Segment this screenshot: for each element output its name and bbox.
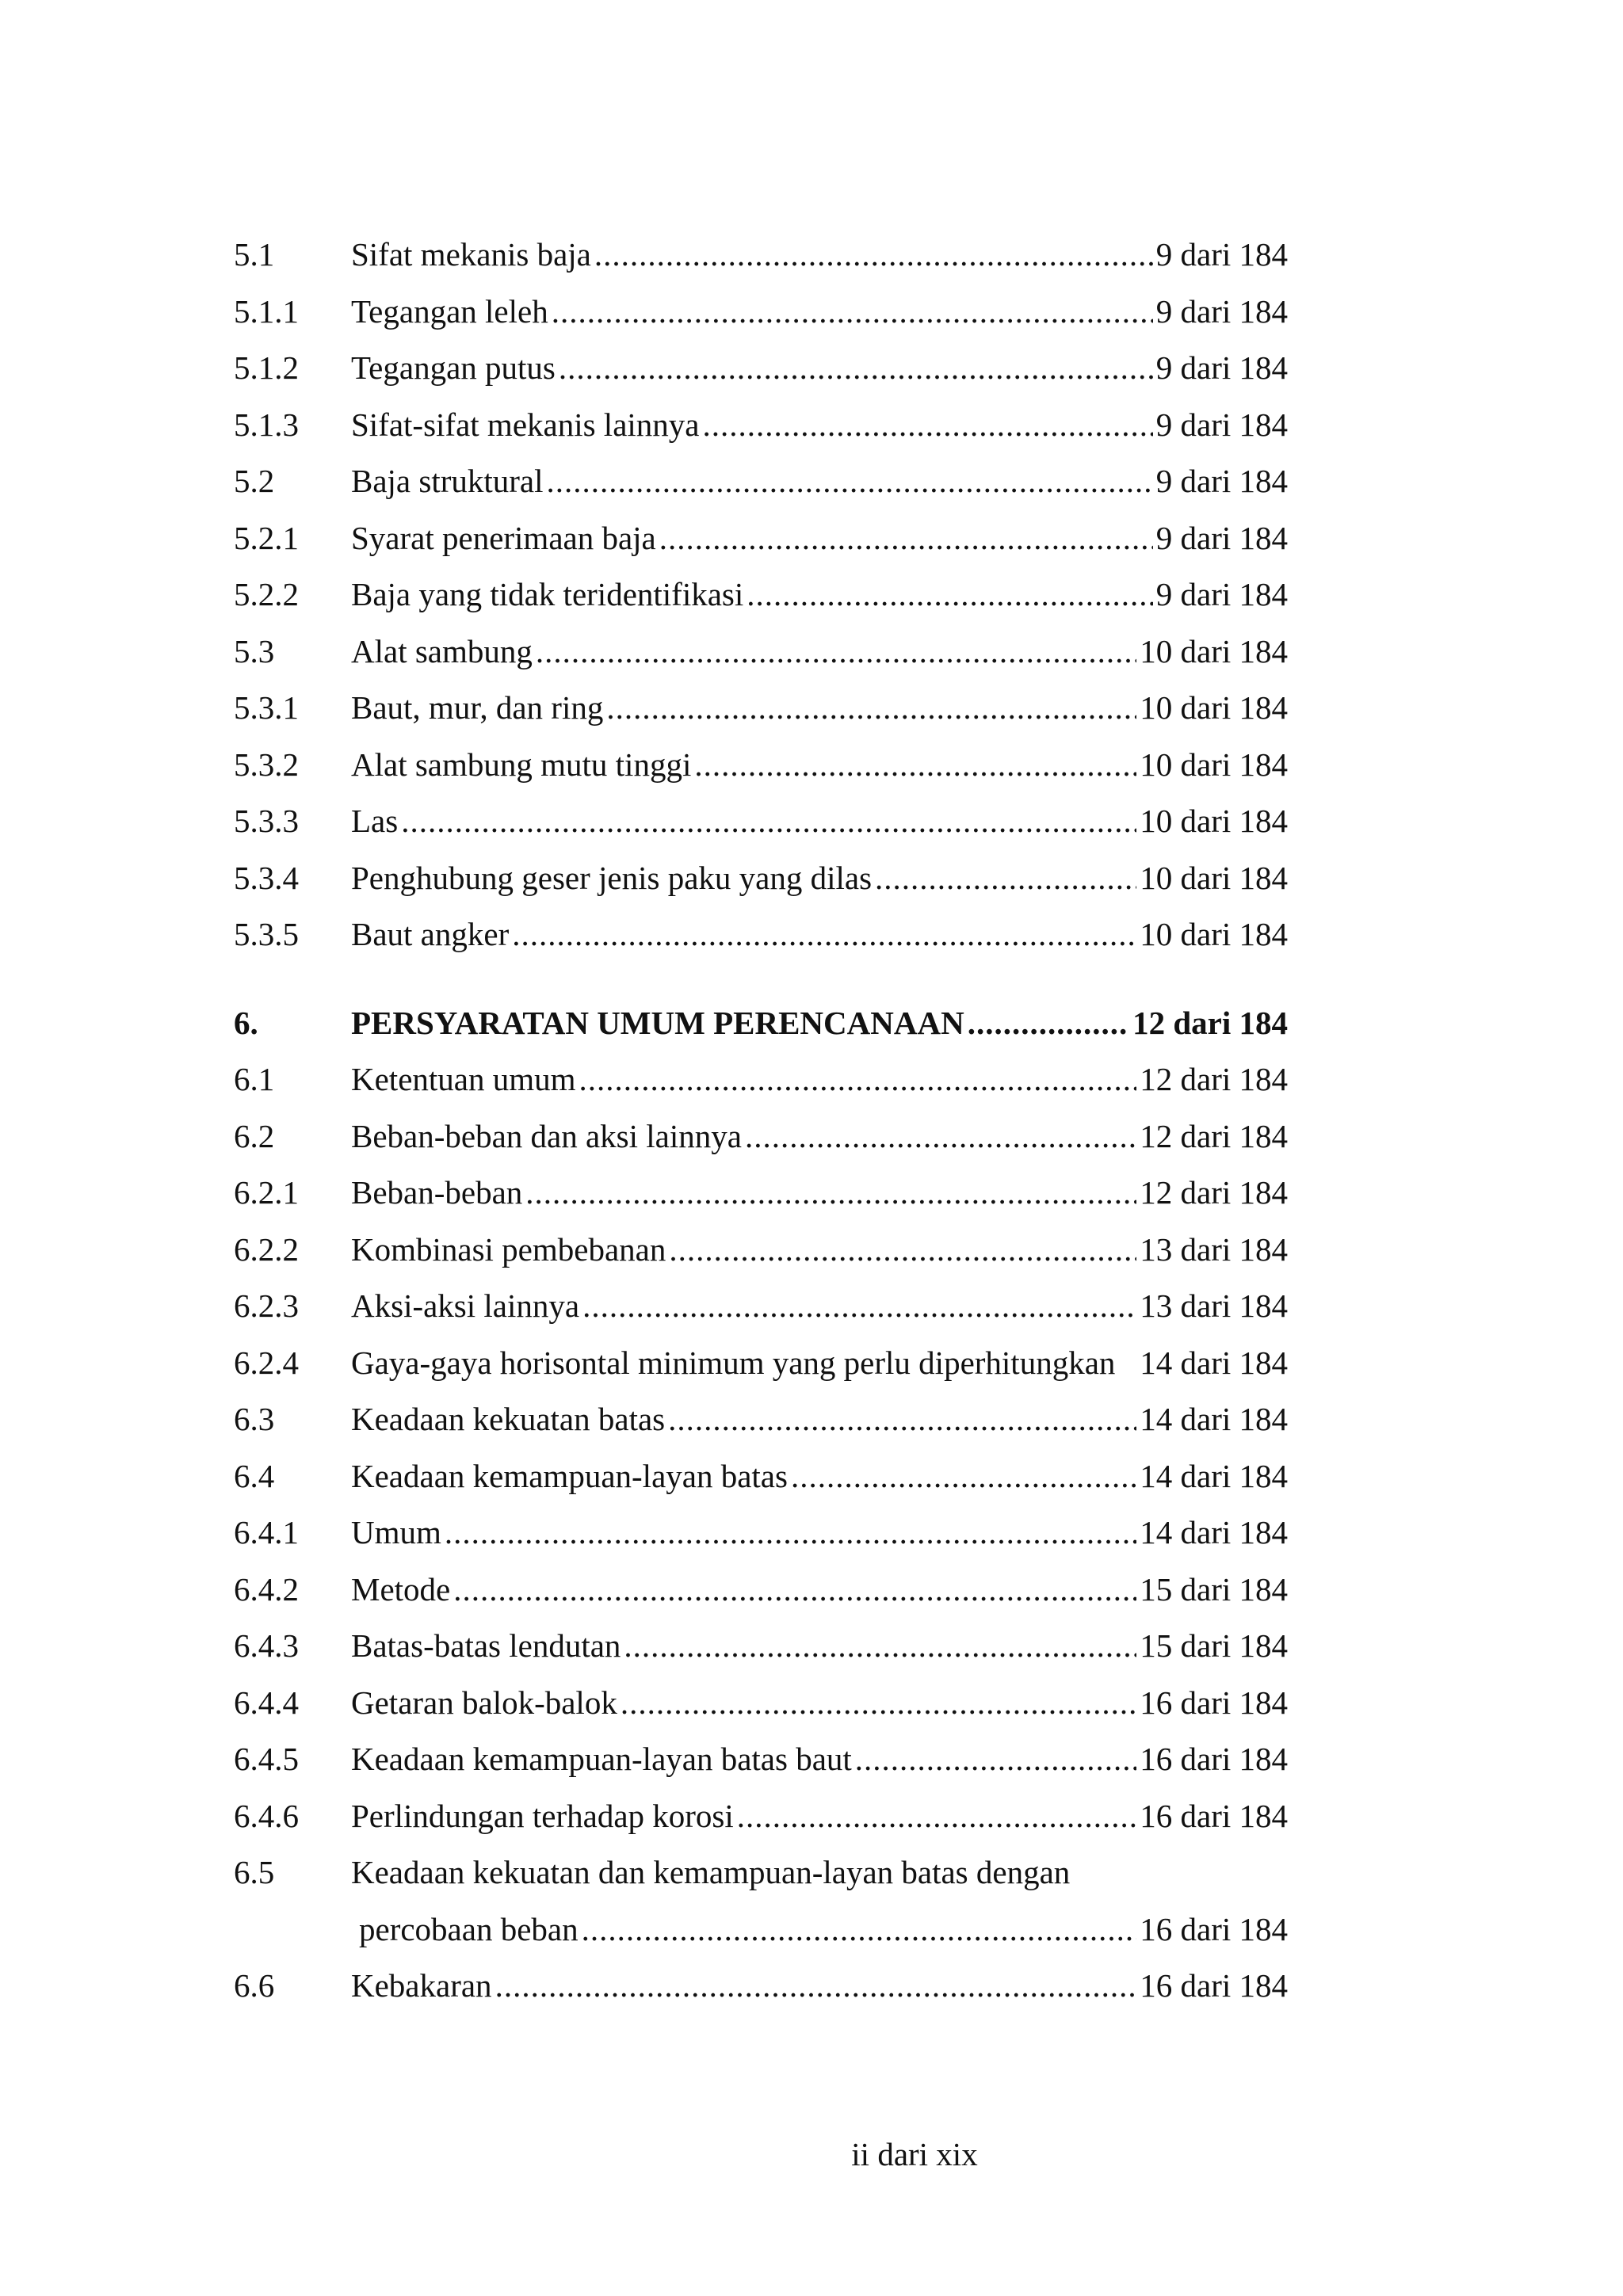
dot-leader xyxy=(659,510,1153,567)
toc-entry-number: 6.1 xyxy=(234,1061,275,1097)
toc-entry-number: 5.3.4 xyxy=(234,859,299,896)
dot-leader xyxy=(559,340,1153,397)
toc-entry-title: Baut angker xyxy=(351,916,510,952)
toc-entry-title: Keadaan kekuatan dan kemampuan-layan batas dengan xyxy=(351,1854,1071,1890)
toc-entry[interactable] xyxy=(234,1958,1288,2015)
toc-entry-number: 5.3.2 xyxy=(234,746,299,783)
toc-entry-title: Beban-beban xyxy=(351,1174,523,1211)
dot-leader xyxy=(621,1675,1136,1732)
dot-leader xyxy=(536,624,1136,681)
toc-entry-number: 6.6 xyxy=(234,1967,275,2004)
toc-entry-number: 6.3 xyxy=(234,1401,275,1437)
toc-entry-title: Penghubung geser jenis paku yang dilas xyxy=(351,859,873,896)
toc-entry[interactable] xyxy=(234,1844,1288,1901)
toc-entry-page: 10 dari 184 xyxy=(1140,632,1288,669)
dot-leader xyxy=(579,1051,1137,1108)
toc-entry-page: 14 dari 184 xyxy=(1140,1514,1288,1550)
toc-entry[interactable] xyxy=(234,1051,1288,1108)
toc-entry-title: Getaran balok-balok xyxy=(351,1684,617,1721)
toc-entry-number: 5.3.3 xyxy=(234,803,299,839)
toc-entry-title: Keadaan kemampuan-layan batas xyxy=(351,1457,788,1494)
dot-leader xyxy=(512,906,1136,963)
dot-leader xyxy=(594,227,1153,284)
toc-entry-page: 13 dari 184 xyxy=(1140,1287,1288,1324)
dot-leader xyxy=(445,1505,1136,1562)
page-number: ii dari xix xyxy=(851,2136,978,2172)
toc-entry-title: Las xyxy=(351,803,399,839)
toc-entry-number: 5.2 xyxy=(234,463,275,499)
toc-entry[interactable] xyxy=(234,1562,1288,1619)
toc-entry-page: 16 dari 184 xyxy=(1140,1910,1288,1947)
toc-entry-page: 12 dari 184 xyxy=(1140,1117,1288,1154)
dot-leader xyxy=(525,1165,1136,1222)
dot-leader xyxy=(745,1108,1136,1165)
toc-entry-title: Gaya-gaya horisontal minimum yang perlu diperhitungkan xyxy=(351,1344,1116,1381)
toc-entry-number: 6.2 xyxy=(234,1117,275,1154)
toc-entry[interactable] xyxy=(234,1278,1288,1335)
toc-entry-number: 5.2.2 xyxy=(234,576,299,612)
toc-entry-page: 10 dari 184 xyxy=(1140,916,1288,952)
toc-entry[interactable] xyxy=(234,1448,1288,1505)
toc-entry-page: 13 dari 184 xyxy=(1140,1230,1288,1268)
toc-entry-number: 5.3 xyxy=(234,632,275,669)
toc-entry-page: 9 dari 184 xyxy=(1155,463,1288,499)
page-footer xyxy=(0,2135,1623,2173)
toc-entry[interactable] xyxy=(234,1108,1288,1165)
toc-entry-number: 5.1.1 xyxy=(234,292,299,330)
dot-leader xyxy=(495,1958,1137,2015)
toc-entry-title: Batas-batas lendutan xyxy=(351,1627,621,1664)
toc-entry[interactable] xyxy=(234,397,1288,454)
toc-entry-page: 16 dari 184 xyxy=(1140,1684,1288,1721)
dot-leader xyxy=(606,680,1136,737)
dot-leader xyxy=(791,1448,1136,1505)
toc-entry-title: Aksi-aksi lainnya xyxy=(351,1287,580,1324)
dot-leader xyxy=(694,737,1136,794)
toc-entry-title: percobaan beban xyxy=(359,1910,579,1947)
toc-entry-title: Baut, mur, dan ring xyxy=(351,689,604,726)
toc-entry-number: 6.4 xyxy=(234,1457,275,1494)
toc-entry-title: Umum xyxy=(351,1514,441,1550)
toc-entry-page: 10 dari 184 xyxy=(1140,859,1288,896)
toc-entry-number: 5.1.3 xyxy=(234,406,299,443)
dot-leader xyxy=(968,995,1129,1052)
toc-entry[interactable] xyxy=(234,793,1288,850)
toc-entry[interactable] xyxy=(234,906,1288,963)
toc-entry[interactable] xyxy=(234,624,1288,681)
toc-entry-title: Sifat-sifat mekanis lainnya xyxy=(351,406,700,443)
dot-leader xyxy=(747,566,1152,624)
toc-entry-page: 10 dari 184 xyxy=(1140,803,1288,839)
toc-entry-page: 16 dari 184 xyxy=(1140,1967,1288,2004)
toc-entry-title: Metode xyxy=(351,1570,451,1608)
toc-entry-number: 6.5 xyxy=(234,1854,275,1890)
toc-entry-page: 9 dari 184 xyxy=(1155,292,1288,330)
toc-entry[interactable] xyxy=(234,680,1288,737)
toc-entry-number: 5.2.1 xyxy=(234,519,299,556)
dot-leader xyxy=(547,453,1153,510)
dot-leader xyxy=(624,1618,1136,1675)
toc-entry-number: 6.4.6 xyxy=(234,1797,299,1834)
toc-entry-number: 6. xyxy=(234,1004,258,1041)
toc-entry[interactable] xyxy=(234,510,1288,567)
toc-entry-title: Sifat mekanis baja xyxy=(351,236,591,273)
toc-entry[interactable] xyxy=(234,566,1288,624)
dot-leader xyxy=(401,793,1136,850)
toc-entry-title: Keadaan kemampuan-layan batas baut xyxy=(351,1741,852,1777)
toc-entry-page: 15 dari 184 xyxy=(1140,1570,1288,1608)
toc-entry-title: Alat sambung xyxy=(351,632,533,669)
toc-entry-continuation[interactable] xyxy=(234,1901,1288,1958)
toc-entry-number: 6.2.3 xyxy=(234,1287,299,1324)
dot-leader xyxy=(668,1391,1136,1448)
toc-entry-page: 9 dari 184 xyxy=(1155,349,1288,386)
toc-entry-number: 5.3.5 xyxy=(234,916,299,952)
dot-leader xyxy=(552,284,1153,341)
dot-leader xyxy=(855,1731,1136,1788)
toc-entry-title: Keadaan kekuatan batas xyxy=(351,1401,666,1437)
toc-entry-title: Syarat penerimaan baja xyxy=(351,519,656,556)
toc-entry-number: 6.4.1 xyxy=(234,1514,299,1550)
toc-entry-number: 5.1.2 xyxy=(234,349,299,386)
toc-entry-number: 6.4.3 xyxy=(234,1627,299,1664)
toc-entry-title: Baja struktural xyxy=(351,463,544,499)
toc-entry-title: Tegangan putus xyxy=(351,349,556,386)
toc-entry[interactable] xyxy=(234,453,1288,510)
dot-leader xyxy=(582,1901,1137,1958)
toc-entry-title: Ketentuan umum xyxy=(351,1061,576,1097)
toc-entry-number: 6.2.4 xyxy=(234,1344,299,1381)
toc-entry[interactable] xyxy=(234,737,1288,794)
dot-leader xyxy=(737,1788,1136,1845)
toc-entry-title: Kombinasi pembebanan xyxy=(351,1230,666,1268)
toc-entry[interactable] xyxy=(234,1788,1288,1845)
toc-entry-page: 16 dari 184 xyxy=(1140,1741,1288,1777)
toc-entry-page: 9 dari 184 xyxy=(1155,519,1288,556)
toc-entry[interactable] xyxy=(234,1391,1288,1448)
toc-entry[interactable] xyxy=(234,1165,1288,1222)
toc-entry-page: 12 dari 184 xyxy=(1140,1061,1288,1097)
toc-entry-page: 10 dari 184 xyxy=(1140,746,1288,783)
toc-entry-number: 6.4.4 xyxy=(234,1684,299,1721)
toc-entry[interactable] xyxy=(234,1675,1288,1732)
toc-entry-number: 6.4.2 xyxy=(234,1570,299,1608)
toc-entry[interactable] xyxy=(234,340,1288,397)
toc-entry-title: Perlindungan terhadap korosi xyxy=(351,1797,734,1834)
toc-entry-page: 10 dari 184 xyxy=(1140,689,1288,726)
dot-leader xyxy=(703,397,1153,454)
toc-entry-number: 5.1 xyxy=(234,236,275,273)
toc-entry-title: Beban-beban dan aksi lainnya xyxy=(351,1117,742,1154)
toc-entry[interactable] xyxy=(234,1505,1288,1562)
toc-entry-page: 12 dari 184 xyxy=(1140,1174,1288,1211)
toc-entry-title: PERSYARATAN UMUM PERENCANAAN xyxy=(351,1004,964,1041)
toc-entry-number: 6.2.2 xyxy=(234,1230,299,1268)
toc-entry-title: Baja yang tidak teridentifikasi xyxy=(351,576,744,612)
dot-leader xyxy=(669,1222,1136,1279)
dot-leader xyxy=(582,1278,1136,1335)
toc-entry-page: 16 dari 184 xyxy=(1140,1797,1288,1834)
toc-entry-page: 14 dari 184 xyxy=(1140,1457,1288,1494)
toc-entry-page: 9 dari 184 xyxy=(1155,576,1288,612)
toc-entry[interactable] xyxy=(234,1731,1288,1788)
toc-entry-number: 6.2.1 xyxy=(234,1174,299,1211)
toc-entry[interactable] xyxy=(234,850,1288,907)
toc-entry-page: 15 dari 184 xyxy=(1140,1627,1288,1664)
toc-entry-page: 9 dari 184 xyxy=(1155,236,1288,273)
table-of-contents xyxy=(234,227,1288,2015)
toc-entry[interactable] xyxy=(234,284,1288,341)
toc-entry-number: 5.3.1 xyxy=(234,689,299,726)
toc-entry[interactable] xyxy=(234,1222,1288,1279)
dot-leader xyxy=(453,1562,1136,1619)
toc-entry-title: Tegangan leleh xyxy=(351,292,548,330)
toc-entry[interactable] xyxy=(234,227,1288,284)
toc-entry-number: 6.4.5 xyxy=(234,1741,299,1777)
toc-chapter-heading[interactable] xyxy=(234,995,1288,1052)
dot-leader xyxy=(875,850,1136,907)
toc-entry-page: 14 dari 184 xyxy=(1140,1344,1288,1381)
toc-entry-page: 9 dari 184 xyxy=(1155,406,1288,443)
toc-entry-title: Kebakaran xyxy=(351,1967,492,2004)
toc-entry-page: 14 dari 184 xyxy=(1140,1401,1288,1437)
toc-entry-page: 12 dari 184 xyxy=(1132,1004,1288,1041)
toc-entry-title: Alat sambung mutu tinggi xyxy=(351,746,692,783)
toc-entry[interactable] xyxy=(234,1618,1288,1675)
toc-entry[interactable] xyxy=(234,1335,1288,1392)
